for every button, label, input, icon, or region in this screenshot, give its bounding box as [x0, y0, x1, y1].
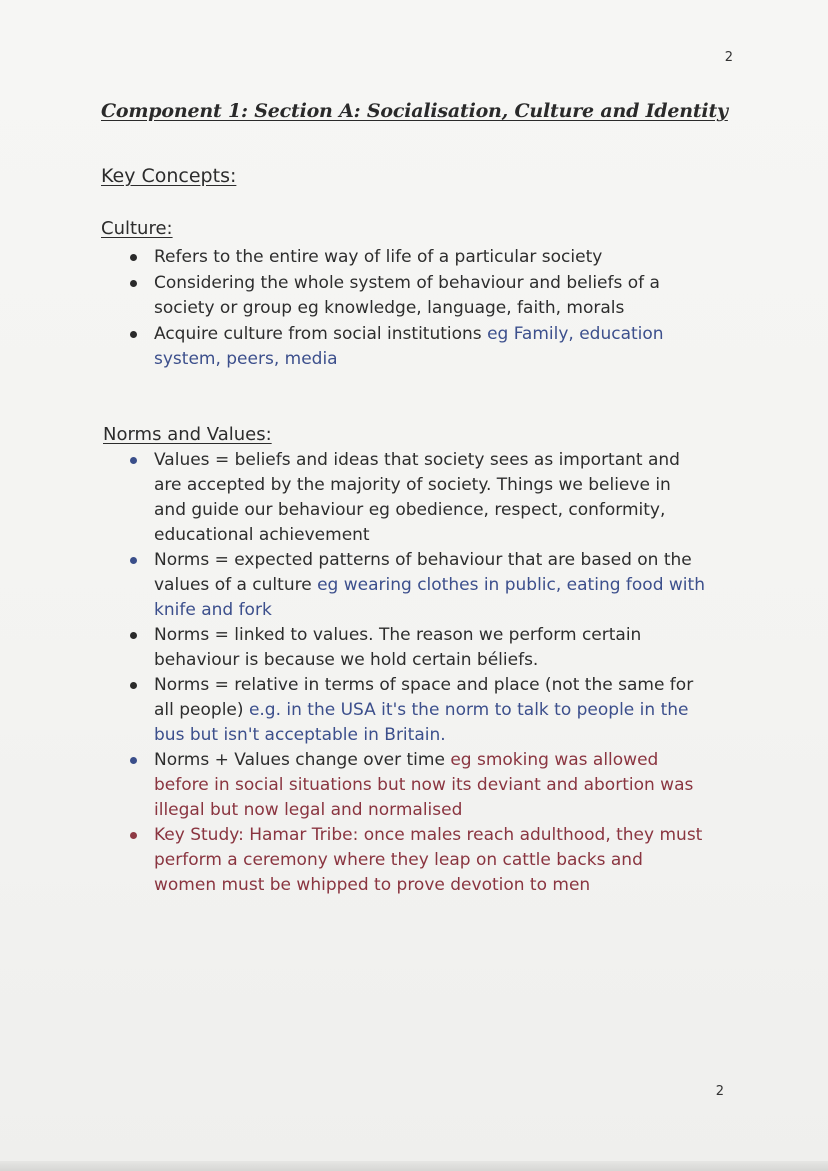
bullet-icon — [130, 280, 137, 287]
culture-item-3-examples: eg Family, education system, peers, media — [154, 323, 664, 369]
norms-item-2 — [128, 548, 708, 623]
page-number-top: 2 — [724, 50, 733, 65]
culture-item-3-text: Acquire culture from social institutions — [154, 323, 488, 344]
bullet-icon — [130, 632, 137, 639]
culture-item-3 — [128, 322, 708, 373]
document-title: Component 1: Section A: Socialisation, Culture and Identity — [101, 100, 728, 122]
norms-item-1 — [128, 448, 708, 548]
culture-list — [128, 245, 708, 373]
culture-item-1-text: Refers to the entire way of life of a particular society — [154, 247, 603, 267]
norms-item-6 — [128, 823, 708, 898]
norms-item-5-examples: eg smoking was allowed before in social situations but now its deviant and abortion was illegal but now legal and normalised — [154, 750, 694, 820]
norms-item-4-text: Norms = relative in terms of space and place (not the same for all people) — [154, 675, 694, 720]
bullet-icon — [130, 757, 137, 764]
norms-item-4-examples: e.g. in the USA it's the norm to talk to people in the bus but isn't acceptable in Britain. — [154, 700, 689, 745]
norms-item-5-text: Norms + Values change over time — [154, 750, 451, 770]
norms-item-1-text: Values = beliefs and ideas that society sees as important and are accepted by the majority of society. Things we believe in and guide our behaviour — [154, 450, 680, 520]
norms-item-3 — [128, 623, 708, 673]
bullet-icon — [130, 682, 137, 689]
bullet-icon — [130, 254, 137, 261]
norms-item-5 — [128, 748, 708, 823]
norms-values-list — [128, 448, 708, 898]
bullet-icon — [130, 557, 137, 564]
norms-item-2-text: Norms = expected patterns of behaviour that are based on the values of a culture — [154, 550, 692, 595]
culture-item-2-text: Considering the whole system of behaviour and beliefs of a society or group eg knowledge, language, faith, morals — [154, 272, 660, 318]
bullet-icon — [130, 331, 137, 338]
norms-item-1-examples: eg obedience, respect, conformity, educational achievement — [154, 500, 666, 545]
norms-values-heading: Norms and Values: — [103, 424, 272, 445]
culture-item-2 — [128, 271, 708, 322]
page-number-bottom: 2 — [715, 1084, 724, 1099]
norms-item-4 — [128, 673, 708, 748]
norms-item-3-text: Norms = linked to values. The reason we perform certain behaviour is because we hold certain béliefs. — [154, 625, 642, 670]
key-concepts-heading: Key Concepts: — [101, 165, 237, 187]
norms-item-6-key-study: Key Study: Hamar Tribe: once males reach adulthood, they must perform a ceremony where they leap on cattle backs and women must be whipped to prove devotion to men — [154, 825, 703, 895]
norms-item-2-examples: eg wearing clothes in public, eating food with knife and fork — [154, 575, 705, 620]
culture-item-1 — [128, 245, 708, 271]
page-bottom-edge — [0, 1161, 828, 1171]
bullet-icon — [130, 832, 137, 839]
bullet-icon — [130, 457, 137, 464]
culture-heading: Culture: — [101, 218, 173, 239]
